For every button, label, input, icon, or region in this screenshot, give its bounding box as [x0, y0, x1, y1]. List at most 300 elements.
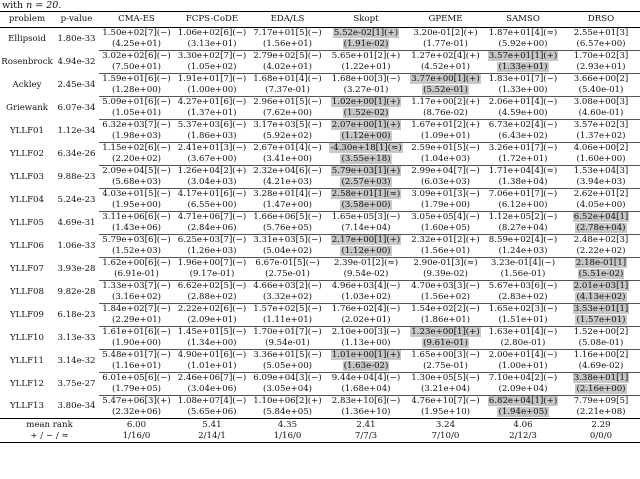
header-cell: EDA/LS	[250, 12, 325, 28]
mean-value: 1.23e+00[1](+)	[411, 327, 480, 337]
std-value: (9.39e-02)	[423, 269, 468, 279]
std-cell	[174, 292, 250, 304]
mean-cell	[250, 212, 325, 224]
std-value: (5.04e+02)	[262, 246, 313, 256]
p-value: 3.75e-27	[57, 378, 96, 389]
std-value: (5.92e+00)	[498, 39, 548, 49]
std-cell	[325, 407, 407, 419]
mean-cell	[562, 304, 640, 316]
mean-cell	[174, 97, 250, 109]
std-value: (5.84e+05)	[262, 407, 313, 417]
table-caption	[2, 0, 61, 11]
std-value: (2.57e+03)	[341, 177, 391, 187]
std-value: (1.98e+03)	[111, 131, 162, 141]
std-value: (7.50e+01)	[111, 62, 162, 72]
mean-cell	[250, 373, 325, 385]
mean-cell	[325, 97, 407, 109]
mean-value: 5.65e+01[2](+)	[331, 51, 401, 61]
win-tie-loss-value: 2/12/3	[484, 431, 562, 443]
problem-name: YLLF10	[10, 332, 44, 343]
mean-cell	[562, 327, 640, 339]
mean-cell	[250, 396, 325, 408]
std-value: (6.12e+00)	[498, 200, 548, 210]
mean-value: 1.17e+00[2](+)	[411, 97, 480, 107]
mean-cell	[484, 327, 562, 339]
std-value: (5.92e+02)	[262, 131, 313, 141]
std-cell	[99, 407, 174, 419]
mean-cell	[562, 350, 640, 362]
std-cell	[325, 338, 407, 350]
std-cell	[562, 384, 640, 396]
std-value: (1.86e+03)	[187, 131, 237, 141]
std-value: (1.60e+00)	[576, 154, 626, 164]
std-cell	[562, 315, 640, 327]
std-value: (1.68e+04)	[341, 384, 391, 394]
mean-cell	[407, 281, 484, 293]
mean-cell	[562, 143, 640, 155]
std-cell	[325, 361, 407, 373]
std-value: (2.88e+02)	[187, 292, 237, 302]
header-cell: FCPS-CoDE	[174, 12, 250, 28]
std-value: (9.54e-01)	[265, 338, 310, 348]
mean-cell	[484, 304, 562, 316]
std-value: (2.29e+01)	[111, 315, 162, 325]
std-cell	[407, 338, 484, 350]
std-cell	[407, 39, 484, 51]
std-value: (1.52e-02)	[343, 108, 389, 118]
mean-cell	[484, 235, 562, 247]
mean-value: 5.79e+03[6](−)	[102, 235, 171, 245]
std-value: (1.11e+01)	[262, 315, 313, 325]
std-cell	[250, 246, 325, 258]
std-value: (1.95e+10)	[420, 407, 471, 417]
std-cell	[484, 361, 562, 373]
std-cell	[174, 407, 250, 419]
results-table	[0, 11, 640, 443]
mean-value: 1.62e+00[6](−)	[102, 258, 171, 268]
mean-cell	[407, 189, 484, 201]
std-value: (2.93e+01)	[576, 62, 626, 72]
std-value: (9.61e-01)	[423, 338, 468, 348]
mean-cell	[99, 350, 174, 362]
mean-cell	[99, 304, 174, 316]
mean-cell	[407, 258, 484, 270]
mean-value: 2.17e+00[1](+)	[331, 235, 401, 245]
std-cell	[562, 246, 640, 258]
mean-value: 2.00e+01[4](−)	[488, 350, 558, 360]
p-value: 5.24e-23	[57, 194, 96, 205]
win-tie-loss-row	[0, 431, 640, 443]
std-value: (2.22e+02)	[576, 246, 626, 256]
p-value: 4.94e-32	[57, 56, 96, 67]
mean-cell	[407, 396, 484, 408]
problem-name: Rosenbrock	[1, 56, 53, 67]
mean-value: 3.53e+01[1]	[573, 304, 629, 314]
std-value: (2.02e+01)	[341, 315, 391, 325]
std-value: (2.75e-01)	[265, 269, 310, 279]
std-cell	[325, 154, 407, 166]
p-value: 3.93e-28	[57, 263, 96, 274]
p-value: 6.34e-26	[57, 148, 96, 159]
mean-value: 2.22e+02[6](−)	[177, 304, 247, 314]
std-cell	[99, 246, 174, 258]
table-row	[0, 28, 640, 40]
std-cell	[325, 384, 407, 396]
mean-value: 3.36e+01[5](−)	[253, 350, 322, 360]
std-cell	[99, 269, 174, 281]
std-cell	[407, 315, 484, 327]
mean-value: 6.82e+04[1](+)	[488, 396, 558, 406]
mean-cell	[484, 97, 562, 109]
mean-cell	[99, 189, 174, 201]
mean-value: 2.32e+01[2](+)	[411, 235, 480, 245]
mean-value: 3.31e+03[5](−)	[253, 235, 322, 245]
mean-cell	[325, 74, 407, 86]
std-value: (1.56e+02)	[420, 292, 471, 302]
std-value: (5.05e+00)	[262, 361, 313, 371]
mean-cell	[484, 212, 562, 224]
std-value: (1.37e+01)	[187, 108, 237, 118]
p-value: 3.14e-32	[57, 355, 96, 366]
mean-cell	[325, 373, 407, 385]
win-tie-loss-value: 7/7/3	[325, 431, 407, 443]
std-cell	[407, 62, 484, 74]
std-cell	[407, 292, 484, 304]
std-value: (3.41e+00)	[262, 154, 313, 164]
std-value: (2.83e+02)	[498, 292, 548, 302]
mean-value: 6.73e+02[4](−)	[488, 120, 558, 130]
std-cell	[250, 292, 325, 304]
std-value: (2.32e+06)	[111, 407, 162, 417]
std-value: (1.01e+01)	[187, 361, 237, 371]
std-value: (4.52e+01)	[420, 62, 471, 72]
mean-cell	[99, 120, 174, 132]
mean-cell	[407, 74, 484, 86]
std-value: (3.13e+01)	[187, 39, 237, 49]
mean-value: 6.01e+05[6](−)	[102, 373, 171, 383]
mean-value: 2.39e-01[2](≈)	[333, 258, 399, 268]
mean-value: 5.47e+06[3](+)	[102, 396, 171, 406]
std-value: (1.52e+03)	[111, 246, 162, 256]
std-value: (2.21e+08)	[576, 407, 626, 417]
mean-cell	[99, 258, 174, 270]
mean-value: 3.08e+00[3]	[573, 97, 629, 107]
mean-cell	[174, 28, 250, 40]
p-value: 6.07e-34	[57, 102, 96, 113]
std-value: (6.03e+03)	[420, 177, 471, 187]
mean-cell	[250, 74, 325, 86]
mean-value: 3.09e+01[3](−)	[411, 189, 480, 199]
mean-rank-label: mean rank	[0, 419, 99, 432]
std-value: (1.72e+01)	[498, 154, 548, 164]
std-cell	[484, 269, 562, 281]
mean-value: 2.18e-01[1]	[575, 258, 627, 268]
std-cell	[250, 338, 325, 350]
mean-value: 1.96e+00[7](−)	[177, 258, 247, 268]
win-tie-loss-value: 0/0/0	[562, 431, 640, 443]
mean-cell	[407, 28, 484, 40]
std-cell	[99, 177, 174, 189]
table-row	[0, 120, 640, 132]
mean-value: 4.66e+03[2](−)	[253, 281, 322, 291]
std-cell	[174, 85, 250, 97]
std-value: (6.57e+00)	[576, 39, 626, 49]
std-value: (4.59e+00)	[498, 108, 548, 118]
mean-cell	[325, 143, 407, 155]
mean-value: 1.53e+04[3]	[573, 166, 629, 176]
mean-value: 1.91e+01[7](−)	[177, 74, 247, 84]
std-value: (1.90e+00)	[111, 338, 162, 348]
mean-rank-value: 2.29	[562, 419, 640, 432]
std-value: (2.09e+04)	[498, 384, 548, 394]
mean-value: 3.26e+01[7](−)	[488, 143, 558, 153]
mean-value: 3.38e+01[1]	[573, 373, 629, 383]
mean-cell	[174, 304, 250, 316]
std-cell	[484, 338, 562, 350]
mean-cell	[325, 28, 407, 40]
std-value: (2.16e+00)	[576, 384, 626, 394]
std-value: (1.04e+03)	[420, 154, 471, 164]
std-value: (1.00e+01)	[498, 361, 548, 371]
mean-value: 1.76e+02[4](−)	[331, 304, 401, 314]
std-value: (1.36e+10)	[341, 407, 391, 417]
mean-value: 1.57e+02[5](−)	[253, 304, 322, 314]
std-value: (1.33e+01)	[498, 62, 548, 72]
std-value: (4.02e+01)	[262, 62, 313, 72]
p-value: 3.80e-34	[57, 401, 96, 412]
mean-cell	[325, 166, 407, 178]
table-row	[0, 51, 640, 63]
mean-cell	[407, 304, 484, 316]
mean-cell	[325, 350, 407, 362]
mean-cell	[99, 396, 174, 408]
std-value: (1.09e+01)	[420, 131, 471, 141]
mean-cell	[407, 212, 484, 224]
mean-value: 1.02e+00[1](+)	[331, 97, 401, 107]
std-cell	[174, 200, 250, 212]
mean-value: 1.68e+00[3](−)	[331, 74, 401, 84]
mean-cell	[250, 143, 325, 155]
mean-cell	[174, 212, 250, 224]
std-value: (1.38e+04)	[498, 177, 548, 187]
std-cell	[99, 39, 174, 51]
std-cell	[325, 85, 407, 97]
std-value: (1.28e+00)	[111, 85, 162, 95]
std-cell	[250, 223, 325, 235]
mean-cell	[407, 51, 484, 63]
std-value: (1.05e+01)	[111, 108, 162, 118]
mean-value: 6.62e+02[5](−)	[177, 281, 247, 291]
std-value: (4.25e+01)	[111, 39, 162, 49]
problem-name: YLLF06	[10, 240, 44, 251]
mean-value: 4.76e+10[7](−)	[411, 396, 480, 406]
mean-cell	[174, 51, 250, 63]
std-cell	[174, 177, 250, 189]
mean-cell	[484, 373, 562, 385]
std-value: (6.91e-01)	[114, 269, 159, 279]
mean-cell	[407, 235, 484, 247]
std-cell	[562, 108, 640, 120]
std-cell	[174, 338, 250, 350]
mean-cell	[99, 28, 174, 40]
std-value: (1.33e+00)	[498, 85, 548, 95]
mean-value: 2.46e+06[7](−)	[177, 373, 247, 383]
header-cell: CMA-ES	[99, 12, 174, 28]
win-tie-loss-value: 7/10/0	[407, 431, 484, 443]
mean-cell	[174, 166, 250, 178]
std-value: (1.37e+02)	[576, 131, 626, 141]
mean-cell	[250, 51, 325, 63]
caption-text: with	[2, 0, 27, 11]
mean-cell	[407, 327, 484, 339]
std-value: (3.32e+02)	[262, 292, 313, 302]
std-cell	[99, 131, 174, 143]
mean-value: 2.06e+01[4](−)	[488, 97, 558, 107]
problem-name: YLLF11	[10, 355, 44, 366]
std-value: (1.91e-02)	[343, 39, 389, 49]
mean-cell	[407, 373, 484, 385]
mean-cell	[325, 396, 407, 408]
mean-value: 4.06e+00[2]	[573, 143, 629, 153]
mean-cell	[325, 120, 407, 132]
std-cell	[562, 62, 640, 74]
mean-cell	[562, 281, 640, 293]
std-value: (3.58e+00)	[341, 200, 391, 210]
p-value: 1.80e-33	[57, 33, 96, 44]
mean-value: 3.77e+00[1](+)	[411, 74, 480, 84]
caption-math: n = 20.	[26, 0, 62, 11]
std-cell	[325, 200, 407, 212]
std-cell	[562, 338, 640, 350]
header-cell: p-value	[54, 12, 99, 28]
mean-value: 1.30e+05[5](−)	[411, 373, 480, 383]
mean-cell	[174, 74, 250, 86]
mean-cell	[174, 120, 250, 132]
mean-value: 1.65e+02[3](−)	[488, 304, 558, 314]
mean-value: 3.28e+01[4](−)	[253, 189, 322, 199]
std-cell	[407, 154, 484, 166]
table-row	[0, 212, 640, 224]
problem-name: YLLF12	[10, 378, 44, 389]
std-value: (4.69e-02)	[578, 361, 624, 371]
std-cell	[99, 338, 174, 350]
table-row	[0, 350, 640, 362]
mean-value: 5.48e+01[7](−)	[102, 350, 171, 360]
std-value: (1.86e+01)	[420, 315, 471, 325]
table-row	[0, 143, 640, 155]
std-cell	[174, 62, 250, 74]
std-value: (9.54e-02)	[343, 269, 389, 279]
std-value: (8.27e+04)	[498, 223, 548, 233]
mean-value: 2.90e-01[3](≈)	[413, 258, 478, 268]
problem-name: YLLF05	[10, 217, 44, 228]
p-value: 3.13e-33	[57, 332, 96, 343]
std-cell	[562, 154, 640, 166]
mean-value: 1.71e+04[4](≈)	[488, 166, 558, 176]
std-cell	[484, 154, 562, 166]
std-cell	[99, 108, 174, 120]
std-value: (2.78e+04)	[576, 223, 626, 233]
table-row	[0, 327, 640, 339]
std-value: (3.67e+00)	[187, 154, 237, 164]
mean-value: 1.70e+02[3]	[573, 51, 629, 61]
std-cell	[325, 246, 407, 258]
std-cell	[99, 85, 174, 97]
mean-cell	[250, 166, 325, 178]
mean-cell	[99, 327, 174, 339]
p-value: 6.18e-23	[57, 309, 96, 320]
mean-value: 1.08e+07[4](−)	[177, 396, 247, 406]
std-value: (2.75e-01)	[423, 361, 468, 371]
std-value: (3.21e+04)	[420, 384, 471, 394]
mean-value: 1.27e+02[4](+)	[411, 51, 480, 61]
std-cell	[325, 108, 407, 120]
std-value: (3.55e+18)	[341, 154, 391, 164]
std-cell	[250, 315, 325, 327]
std-value: (9.17e-01)	[189, 269, 235, 279]
std-value: (1.79e+00)	[420, 200, 471, 210]
mean-rank-row	[0, 419, 640, 432]
problem-name: YLLF04	[10, 194, 44, 205]
mean-value: 2.55e+01[3]	[573, 28, 629, 38]
std-cell	[484, 292, 562, 304]
p-value: 1.12e-34	[57, 125, 96, 136]
mean-cell	[562, 235, 640, 247]
mean-cell	[99, 235, 174, 247]
std-value: (1.16e+01)	[111, 361, 162, 371]
std-cell	[407, 85, 484, 97]
mean-value: 3.30e+02[7](−)	[177, 51, 247, 61]
mean-value: 3.05e+05[4](−)	[411, 212, 480, 222]
std-cell	[407, 361, 484, 373]
mean-cell	[250, 28, 325, 40]
table-row	[0, 97, 640, 109]
mean-cell	[407, 166, 484, 178]
mean-cell	[99, 281, 174, 293]
mean-cell	[325, 212, 407, 224]
mean-value: 1.33e+03[7](−)	[102, 281, 171, 291]
mean-cell	[174, 350, 250, 362]
mean-cell	[562, 97, 640, 109]
mean-value: 3.23e-01[4](−)	[490, 258, 556, 268]
std-value: (3.05e+04)	[262, 384, 313, 394]
mean-cell	[562, 74, 640, 86]
mean-value: 3.02e+02[6](−)	[102, 51, 171, 61]
std-cell	[484, 108, 562, 120]
std-value: (5.52e-01)	[423, 85, 468, 95]
mean-value: 2.58e+01[1](≈)	[331, 189, 401, 199]
mean-value: 1.50e+02[7](−)	[102, 28, 171, 38]
win-tie-loss-label: + / − / ≈	[0, 431, 99, 443]
mean-value: 2.07e+00[1](+)	[331, 120, 401, 130]
mean-cell	[250, 350, 325, 362]
mean-cell	[174, 235, 250, 247]
problem-name: YLLF01	[10, 125, 44, 136]
mean-value: 2.83e+10[6](−)	[331, 396, 401, 406]
std-cell	[407, 407, 484, 419]
win-tie-loss-value: 2/14/1	[174, 431, 250, 443]
std-value: (4.21e+03)	[262, 177, 313, 187]
std-cell	[484, 384, 562, 396]
std-value: (1.51e+01)	[498, 315, 548, 325]
std-cell	[325, 315, 407, 327]
std-cell	[484, 315, 562, 327]
std-value: (1.57e+01)	[576, 315, 626, 325]
std-cell	[407, 200, 484, 212]
std-cell	[484, 177, 562, 189]
mean-value: 5.79e+03[1](+)	[331, 166, 401, 176]
mean-cell	[174, 396, 250, 408]
